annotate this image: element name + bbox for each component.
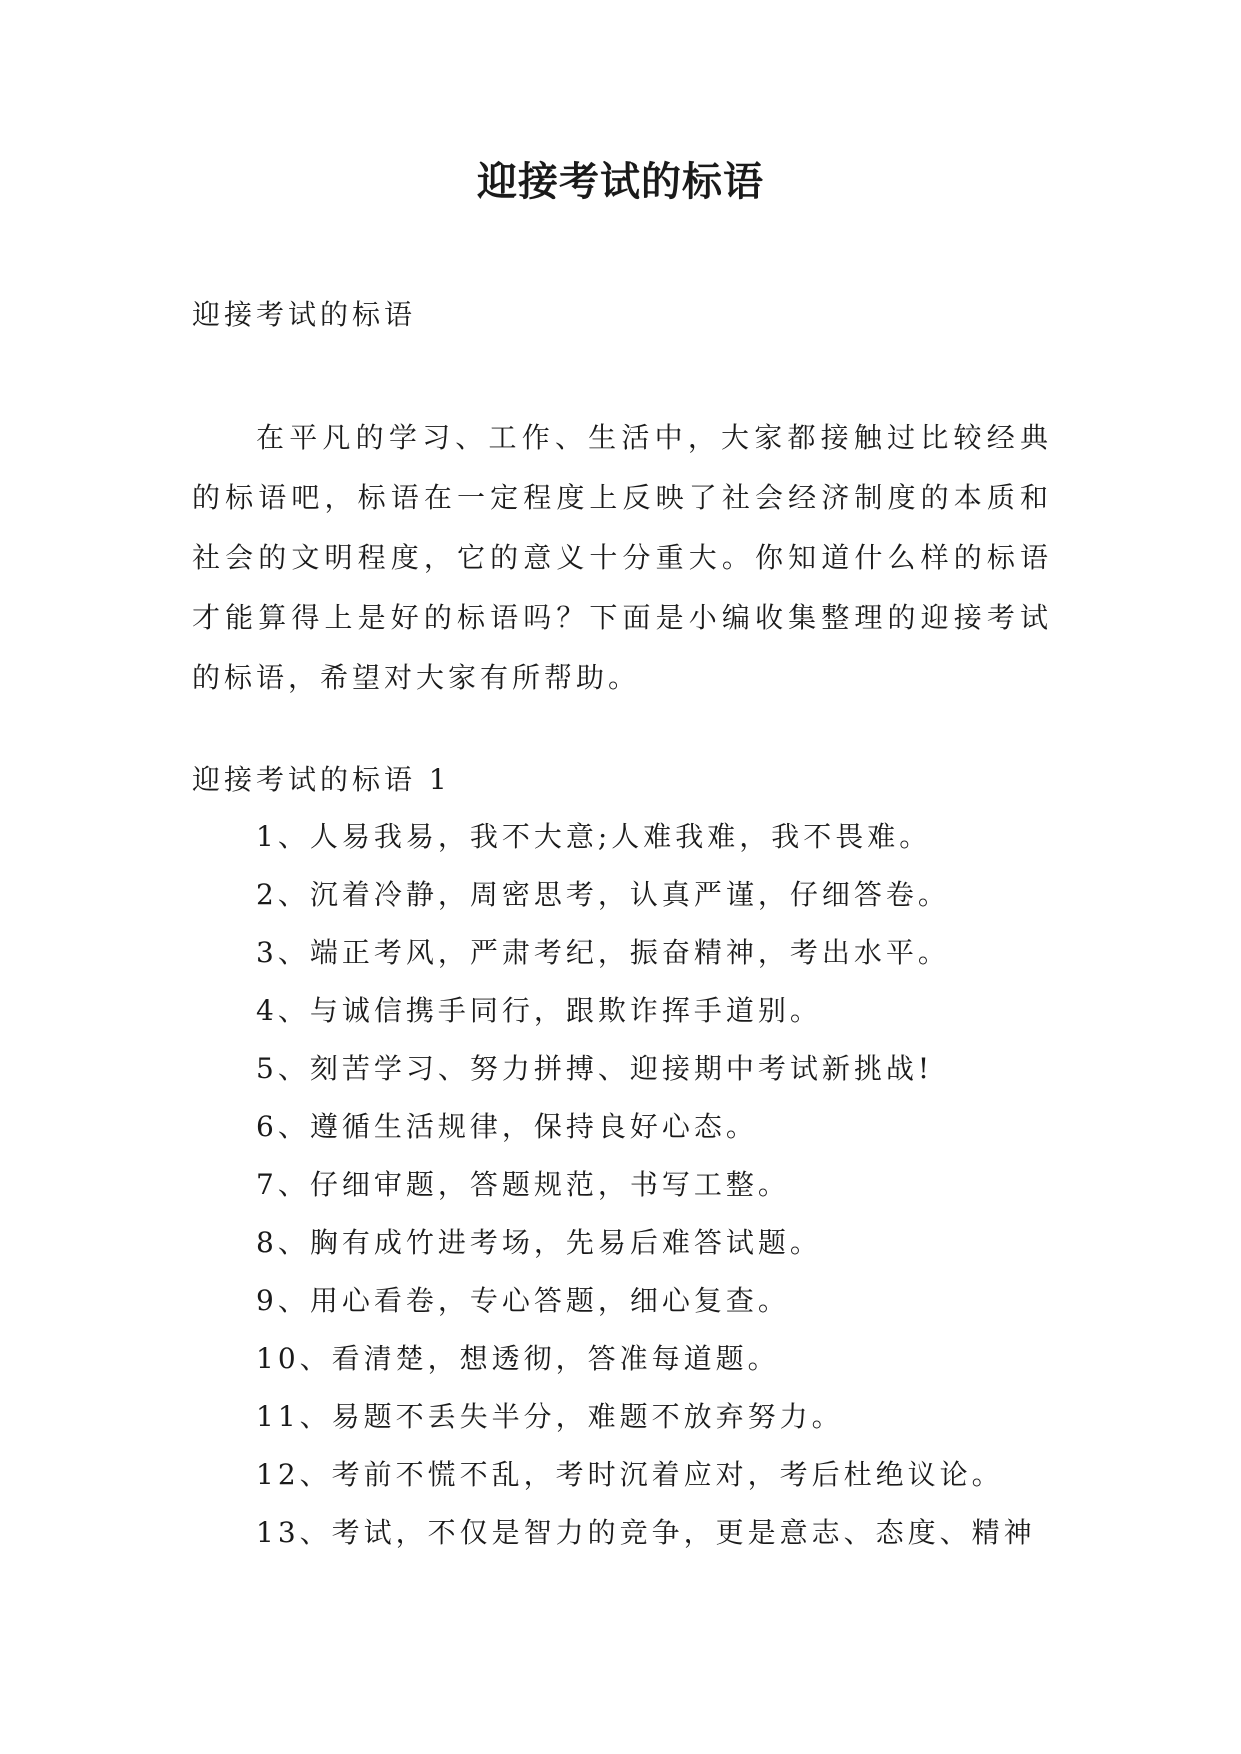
slogan-item: 2、沉着冷静，周密思考，认真严谨，仔细答卷。 [256, 878, 950, 911]
document-title: 迎接考试的标语 [477, 158, 764, 205]
slogan-item: 1、人易我易，我不大意;人难我难，我不畏难。 [256, 820, 932, 853]
slogan-item: 9、用心看卷，专心答题，细心复查。 [256, 1284, 790, 1317]
slogan-list [256, 808, 1056, 1562]
slogan-item: 12、考前不慌不乱，考时沉着应对，考后杜绝议论。 [256, 1458, 1004, 1491]
slogan-item: 6、遵循生活规律，保持良好心态。 [256, 1110, 758, 1143]
slogan-item: 3、端正考风，严肃考纪，振奋精神，考出水平。 [256, 936, 950, 969]
section-heading: 迎接考试的标语 1 [192, 763, 451, 796]
document-subtitle: 迎接考试的标语 [192, 298, 417, 331]
slogan-item: 7、仔细审题，答题规范，书写工整。 [256, 1168, 790, 1201]
slogan-item: 8、胸有成竹进考场，先易后难答试题。 [256, 1226, 822, 1259]
slogan-item: 11、易题不丢失半分，难题不放弃努力。 [256, 1400, 844, 1433]
slogan-item: 13、考试，不仅是智力的竞争，更是意志、态度、精神 [256, 1516, 1036, 1549]
slogan-item: 10、看清楚，想透彻，答准每道题。 [256, 1342, 780, 1375]
slogan-item: 5、刻苦学习、努力拼搏、迎接期中考试新挑战! [256, 1052, 934, 1085]
slogan-item: 4、与诚信携手同行，跟欺诈挥手道别。 [256, 994, 822, 1027]
intro-paragraph: 在平凡的学习、工作、生活中，大家都接触过比较经典的标语吧，标语在一定程度上反映了社会经济制度的本质和社会的文明程度，它的意义十分重大。你知道什么样的标语才能算得上是好的标语吗？下面是小编收集整理的迎接考试的标语，希望对大家有所帮助。 [192, 421, 1052, 694]
